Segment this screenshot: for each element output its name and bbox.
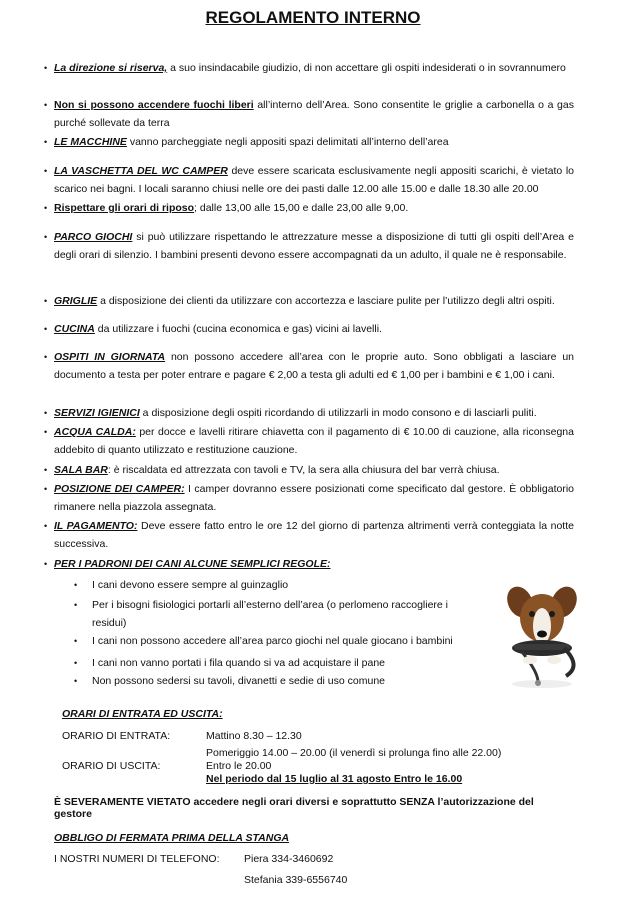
entry-hours-value: Mattino 8.30 – 12.30 — [206, 730, 302, 742]
dog-illustration — [494, 582, 590, 690]
dog-rule-text: I cani devono essere sempre al guinzaglio — [92, 579, 289, 591]
bullet-icon: • — [44, 324, 48, 334]
bullet-icon: • — [44, 166, 48, 176]
rule-text: a disposizione degli ospiti ricordando di utilizzarli in modo consono e di lasciarli puliti. — [139, 407, 537, 419]
phone-label: I NOSTRI NUMERI DI TELEFONO: — [54, 853, 220, 865]
rule-text: all’interno dell’Area. Sono consentite le griglie a carbonella o a gas purché sollevate da terra — [54, 99, 574, 129]
rule-item — [44, 423, 574, 459]
rule-text: si può utilizzare rispettando le attrezzature messe a disposizione di tutti gli ospiti dell’Area e degli orari di silenzio. I bambini presenti devono essere accompagnati da un adulto, il quale ne è responsabile. — [54, 231, 574, 261]
rule-lead: OSPITI IN GIORNATA — [54, 351, 166, 363]
bullet-icon: • — [44, 232, 48, 242]
bullet-icon: • — [44, 100, 48, 110]
dog-rule-text: Per i bisogni fisiologici portarli all’esterno dell’area (o perlomeno raccogliere i residui) — [92, 599, 449, 629]
rule-lead: ACQUA CALDA: — [54, 426, 136, 438]
rule-item — [44, 404, 574, 422]
rule-lead: La direzione si riserva, — [54, 62, 168, 74]
dog-rule-item — [74, 632, 472, 650]
rule-text: I camper dovranno essere posizionati come specificato dal gestore. È obbligatorio rimanere nella piazzola assegnata. — [54, 483, 574, 513]
rule-lead: SALA BAR — [54, 464, 108, 476]
bullet-icon: • — [44, 408, 48, 418]
rule-text: a suo insindacabile giudizio, di non accettare gli ospiti indesiderati o in sovrannumero — [167, 62, 566, 74]
stop-notice: OBBLIGO DI FERMATA PRIMA DELLA STANGA — [54, 832, 290, 844]
warning-notice: È SEVERAMENTE VIETATO accedere negli orari diversi e soprattutto SENZA l’autorizzazione del gestore — [54, 796, 534, 820]
dog-rule-item — [74, 654, 472, 672]
bullet-icon: • — [44, 352, 48, 362]
rule-lead: GRIGLIE — [54, 295, 98, 307]
rule-text: deve essere scaricata esclusivamente negli appositi scarichi, è vietato lo scarico nei bagni. I locali saranno chiusi nelle ore dei pasti dalle 12.00 alle 15.00 e dalle 18.30 alle 20.00 — [54, 165, 575, 195]
rule-item — [44, 96, 574, 132]
rule-text: per docce e lavelli ritirare chiavetta con il pagamento di € 10.00 di cauzione, alla riconsegna addebito di quanto utilizzato e restituzione cauzione. — [54, 426, 574, 456]
hours-heading: ORARI DI ENTRATA ED USCITA: — [62, 708, 223, 720]
rule-item — [44, 348, 574, 384]
bullet-icon: • — [74, 676, 78, 686]
bullet-icon: • — [44, 559, 48, 569]
afternoon-hours: Pomeriggio 14.00 – 20.00 (il venerdì si prolunga fino alle 22.00) — [206, 747, 502, 759]
bullet-icon: • — [44, 521, 48, 531]
rule-item — [44, 292, 574, 310]
page-title: REGOLAMENTO INTERNO — [205, 8, 421, 27]
rule-text: Deve essere fatto entro le ore 12 del giorno di partenza altrimenti verrà conteggiata la notte successiva. — [54, 520, 574, 550]
rule-text: ; dalle 13,00 alle 15,00 e dalle 23,00 alle 9,00. — [194, 202, 409, 214]
dog-rule-item — [74, 596, 472, 632]
bullet-icon: • — [44, 63, 48, 73]
rule-item — [44, 59, 574, 77]
rule-item — [44, 517, 574, 553]
dog-rule-item — [74, 576, 472, 594]
rule-text: a disposizione dei clienti da utilizzare con accortezza e lasciare pulite per l’utilizzo degli altri ospiti. — [97, 295, 555, 307]
bullet-icon: • — [44, 465, 48, 475]
rule-lead: SERVIZI IGIENICI — [54, 407, 140, 419]
rule-lead: PER I PADRONI DEI CANI ALCUNE SEMPLICI REGOLE: — [54, 558, 331, 570]
bullet-icon: • — [44, 137, 48, 147]
rule-lead: PARCO GIOCHI — [54, 231, 133, 243]
rule-item — [44, 461, 574, 479]
exit-hours-label: ORARIO DI USCITA: — [62, 760, 161, 772]
summer-exit-hours: Nel periodo dal 15 luglio al 31 agosto Entro le 16.00 — [206, 773, 463, 785]
rule-item — [44, 555, 574, 573]
rule-item — [44, 320, 574, 338]
rule-lead: LA VASCHETTA DEL WC CAMPER — [54, 165, 228, 177]
bullet-icon: • — [44, 484, 48, 494]
dog-rule-text: Non possono sedersi su tavoli, divanetti e sedie di uso comune — [92, 675, 386, 687]
rule-text: da utilizzare i fuochi (cucina economica e gas) vicini ai lavelli. — [94, 323, 382, 335]
rule-lead: Non si possono accendere fuochi liberi — [54, 99, 254, 111]
bullet-icon: • — [44, 427, 48, 437]
bullet-icon: • — [74, 658, 78, 668]
rule-item — [44, 199, 574, 217]
rule-lead: POSIZIONE DEI CAMPER: — [54, 483, 185, 495]
rule-item — [44, 228, 574, 264]
phone-number: Piera 334-3460692 — [244, 853, 334, 865]
bullet-icon: • — [74, 580, 78, 590]
bullet-icon: • — [74, 636, 78, 646]
dog-rule-item — [74, 672, 472, 690]
rule-lead: CUCINA — [54, 323, 95, 335]
rule-lead: LE MACCHINE — [54, 136, 127, 148]
dog-rule-text: I cani non possono accedere all’area parco giochi nel quale giocano i bambini — [92, 635, 453, 647]
bullet-icon: • — [44, 296, 48, 306]
rule-text: : è riscaldata ed attrezzata con tavoli e TV, la sera alla chiusura del bar verrà chiusa. — [107, 464, 500, 476]
entry-hours-label: ORARIO DI ENTRATA: — [62, 730, 171, 742]
rule-text: vanno parcheggiate negli appositi spazi delimitati all’interno dell’area — [126, 136, 449, 148]
rule-lead: Rispettare gli orari di riposo — [54, 202, 195, 214]
rule-item — [44, 480, 574, 516]
rule-text: non possono accedere all’area con le proprie auto. Sono obbligati a lasciare un documento a testa per poter entrare e pagare € 2,00 a testa gli adulti ed € 1,00 per i bambini e € 1,00 i cani. — [54, 351, 574, 381]
rule-lead: IL PAGAMENTO: — [54, 520, 138, 532]
bullet-icon: • — [74, 600, 78, 610]
dog-rule-text: I cani non vanno portati i fila quando si va ad acquistare il pane — [92, 657, 386, 669]
rule-item — [44, 133, 574, 151]
phone-number: Stefania 339-6556740 — [244, 874, 348, 886]
rule-item — [44, 162, 575, 198]
exit-hours-value: Entro le 20.00 — [206, 760, 272, 772]
bullet-icon: • — [44, 203, 48, 213]
